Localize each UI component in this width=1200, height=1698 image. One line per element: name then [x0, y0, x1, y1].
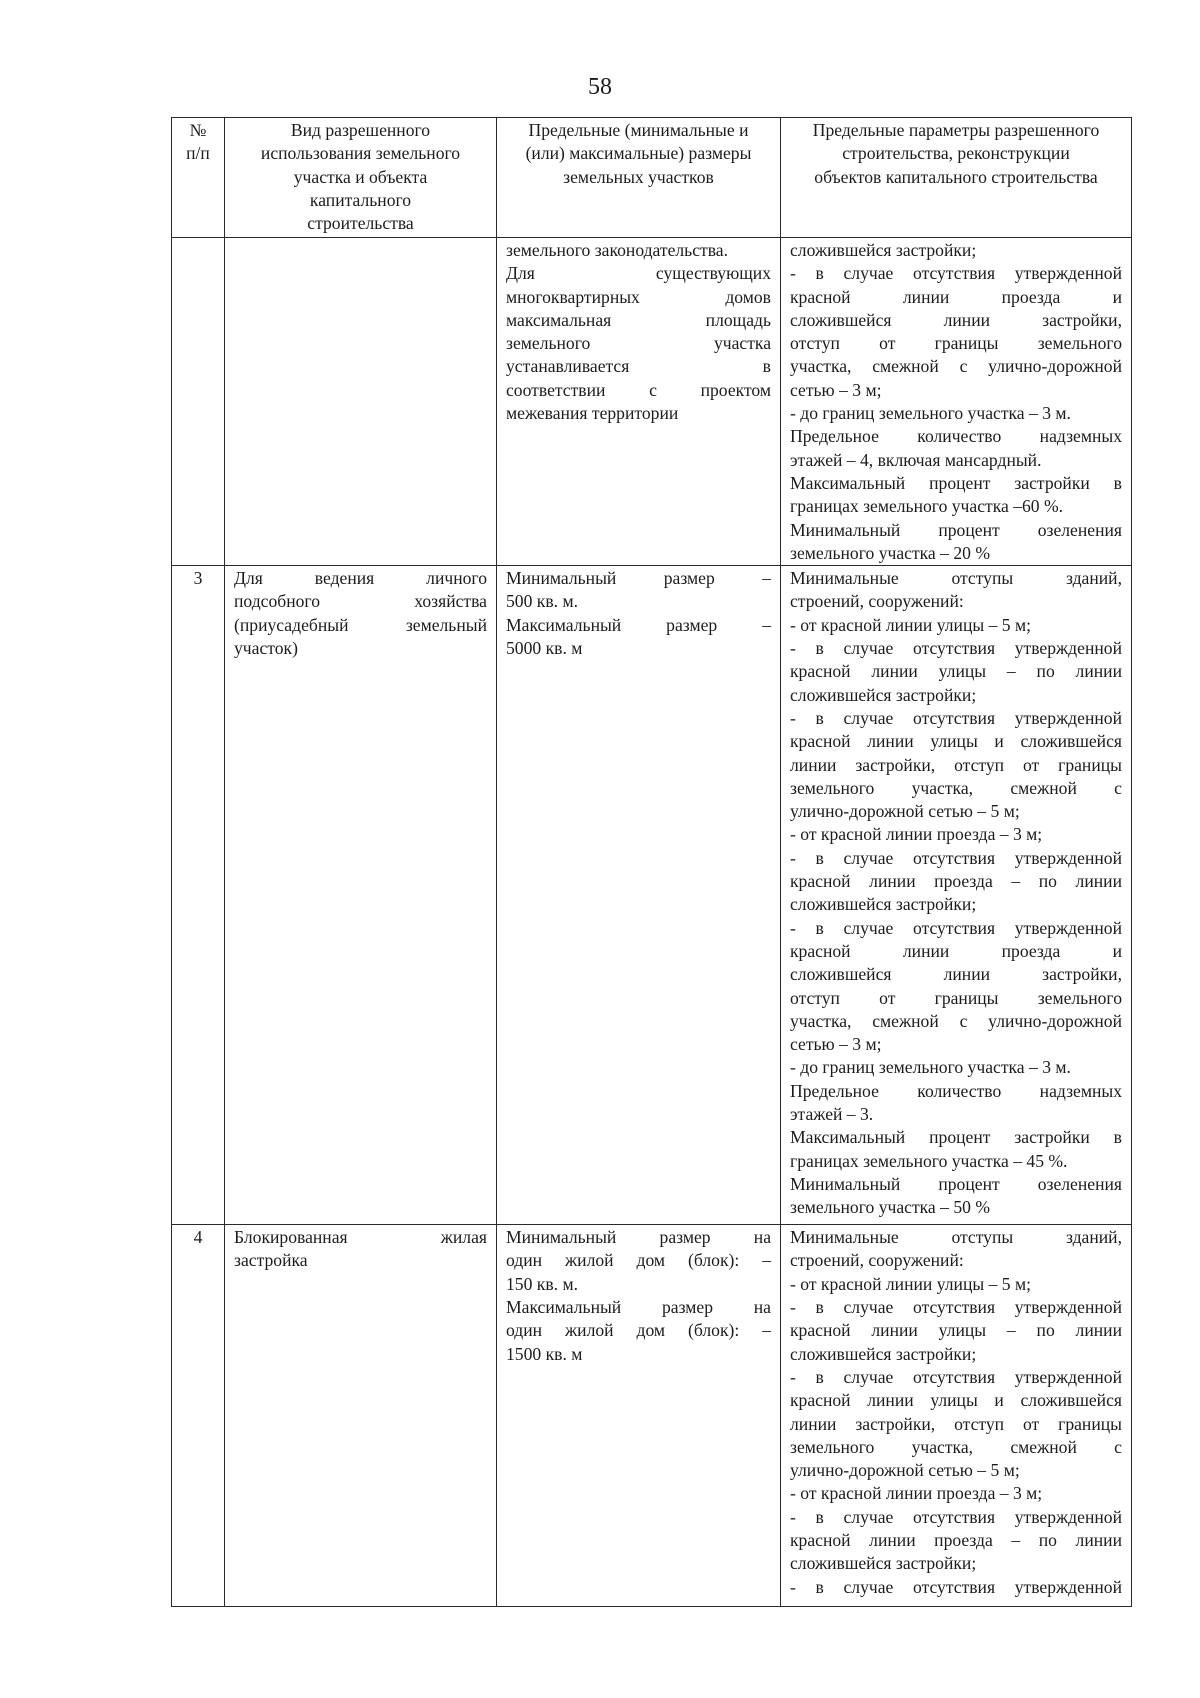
text-line: один жилой дом (блок): – — [506, 1320, 771, 1341]
use-type-cell — [225, 238, 497, 566]
table-row — [172, 566, 1132, 1225]
text-line: линии застройки, отступ от границы — [790, 1413, 1122, 1434]
text-line: Максимальный процент застройки в — [790, 472, 1122, 493]
text-line: Минимальные отступы зданий, — [790, 568, 1122, 589]
text-line: 5000 кв. м — [506, 638, 583, 659]
text-line: сетью – 3 м; — [790, 379, 882, 400]
text-line: земельного участка – 50 % — [790, 1197, 990, 1218]
plot-size-cell — [497, 566, 781, 1225]
plot-size-cell — [497, 1225, 781, 1607]
text-line: Блокированная жилая — [234, 1227, 487, 1248]
text-line: красной линии проезда и — [790, 286, 1122, 307]
row-number-cell — [172, 238, 225, 566]
text-line: - в случае отсутствия утвержденной — [790, 1366, 1122, 1387]
text-line: - от красной линии улицы – 5 м; — [790, 614, 1032, 635]
parameters-cell — [781, 566, 1132, 1225]
text-line: красной линии улицы и сложившейся — [790, 731, 1122, 752]
parameters-cell — [781, 1225, 1132, 1607]
text-line: земельного участка – 20 % — [790, 542, 990, 563]
header-line: Вид разрешенного — [290, 120, 431, 140]
text-line: соответствии с проектом — [506, 379, 771, 400]
text-line: 150 кв. м. — [506, 1273, 578, 1294]
text-line: сложившейся линии застройки, — [790, 964, 1122, 985]
text-line: сложившейся застройки; — [790, 1553, 977, 1574]
text-line: - в случае отсутствия утвержденной — [790, 917, 1122, 938]
text-line: земельного участка, смежной с — [790, 777, 1122, 798]
text-line: сложившейся застройки; — [790, 684, 977, 705]
text-line: устанавливается в — [506, 356, 771, 377]
text-line: участка, смежной с улично-дорожной — [790, 356, 1122, 377]
text-line: улично-дорожной сетью – 5 м; — [790, 801, 1020, 822]
text-line: застройка — [234, 1250, 308, 1271]
text-line: - в случае отсутствия утвержденной — [790, 263, 1122, 284]
text-line: сложившейся линии застройки, — [790, 309, 1122, 330]
text-line: строений, сооружений: — [790, 1250, 964, 1271]
text-line: - в случае отсутствия утвержденной — [790, 1576, 1122, 1597]
text-line: Минимальный размер на — [506, 1227, 771, 1248]
text-line: - от красной линии проезда – 3 м; — [790, 1483, 1043, 1504]
text-line: Для ведения личного — [234, 568, 487, 589]
text-line: - от красной линии проезда – 3 м; — [790, 824, 1043, 845]
text-line: - в случае отсутствия утвержденной — [790, 707, 1122, 728]
header-line: Предельные параметры разрешенного — [812, 120, 1100, 140]
text-line: сложившейся застройки; — [790, 240, 977, 260]
text-line: красной линии улицы – по линии — [790, 661, 1122, 682]
land-use-table — [171, 117, 1132, 1607]
header-line: участка и объекта — [293, 166, 428, 187]
text-line: линии застройки, отступ от границы — [790, 754, 1122, 775]
text-line: 500 кв. м. — [506, 591, 578, 612]
text-line: красной линии улицы и сложившейся — [790, 1390, 1122, 1411]
text-line: участок) — [234, 638, 298, 659]
table-row — [172, 1225, 1132, 1607]
text-line: красной линии проезда – по линии — [790, 871, 1122, 892]
text-line: отступ от границы земельного — [790, 333, 1122, 354]
text-line: максимальная площадь — [506, 309, 771, 330]
table-header-row — [172, 118, 1132, 238]
header-number — [172, 118, 225, 238]
text-line: сетью – 3 м; — [790, 1034, 882, 1055]
text-line: Для существующих — [506, 263, 771, 284]
text-line: красной линии проезда и — [790, 940, 1122, 961]
table-row — [172, 238, 1132, 566]
header-plot-size — [497, 118, 781, 238]
text-line: Минимальный размер – — [506, 568, 771, 589]
text-line: этажей – 4, включая мансардный. — [790, 449, 1042, 470]
plot-size-cell — [497, 238, 781, 566]
header-line: использования земельного — [260, 143, 461, 164]
header-line: п/п — [186, 143, 210, 164]
header-line: строительства — [307, 213, 414, 234]
text-line: Минимальный процент озеленения — [790, 519, 1122, 540]
text-line: Минимальные отступы зданий, — [790, 1227, 1122, 1248]
header-parameters — [781, 118, 1132, 238]
text-line: - в случае отсутствия утвержденной — [790, 638, 1122, 659]
text-line: Максимальный размер – — [506, 614, 771, 635]
text-line: этажей – 3. — [790, 1103, 874, 1124]
text-line: (приусадебный земельный — [234, 614, 487, 635]
text-line: многоквартирных домов — [506, 286, 771, 307]
row-number-cell: 4 — [172, 1225, 225, 1607]
page-number: 58 — [588, 74, 612, 100]
text-line: - до границ земельного участка – 3 м. — [790, 403, 1071, 424]
text-line: красной линии проезда – по линии — [790, 1530, 1122, 1551]
text-line: межевания территории — [506, 403, 679, 424]
text-line: Минимальный процент озеленения — [790, 1173, 1122, 1194]
text-line: подсобного хозяйства — [234, 591, 487, 612]
text-line: один жилой дом (блок): – — [506, 1250, 771, 1271]
text-line: - до границ земельного участка – 3 м. — [790, 1057, 1071, 1078]
text-line: Максимальный процент застройки в — [790, 1127, 1122, 1148]
header-use-type — [225, 118, 497, 238]
text-line: сложившейся застройки; — [790, 894, 977, 915]
text-line: красной линии улицы – по линии — [790, 1320, 1122, 1341]
text-line: строений, сооружений: — [790, 591, 964, 612]
text-line: - от красной линии улицы – 5 м; — [790, 1273, 1032, 1294]
text-line: сложившейся застройки; — [790, 1343, 977, 1364]
text-line: участка, смежной с улично-дорожной — [790, 1010, 1122, 1031]
header-line: объектов капитального строительства — [814, 166, 1098, 187]
header-line: строительства, реконструкции — [842, 143, 1070, 164]
text-line: земельного участка, смежной с — [790, 1436, 1122, 1457]
header-line: капитального — [309, 189, 412, 210]
text-line: - в случае отсутствия утвержденной — [790, 1297, 1122, 1318]
text-line: Максимальный размер на — [506, 1297, 771, 1318]
header-line: Предельные (минимальные и — [528, 120, 749, 140]
text-line: земельного законодательства. — [506, 240, 728, 260]
text-line: Предельное количество надземных — [790, 1080, 1122, 1101]
text-line: земельного участка — [506, 333, 771, 354]
text-line: границах земельного участка –60 %. — [790, 496, 1064, 517]
use-type-cell — [225, 566, 497, 1225]
header-line: (или) максимальные) размеры — [525, 143, 752, 164]
text-line: Предельное количество надземных — [790, 426, 1122, 447]
text-line: 1500 кв. м — [506, 1343, 583, 1364]
text-line: улично-дорожной сетью – 5 м; — [790, 1460, 1020, 1481]
use-type-cell — [225, 1225, 497, 1607]
text-line: отступ от границы земельного — [790, 987, 1122, 1008]
header-line: земельных участков — [563, 166, 714, 187]
row-number-cell: 3 — [172, 566, 225, 1225]
text-line: - в случае отсутствия утвержденной — [790, 1506, 1122, 1527]
parameters-cell — [781, 238, 1132, 566]
text-line: границах земельного участка – 45 %. — [790, 1150, 1068, 1171]
text-line: - в случае отсутствия утвержденной — [790, 847, 1122, 868]
header-line: № — [189, 120, 207, 140]
